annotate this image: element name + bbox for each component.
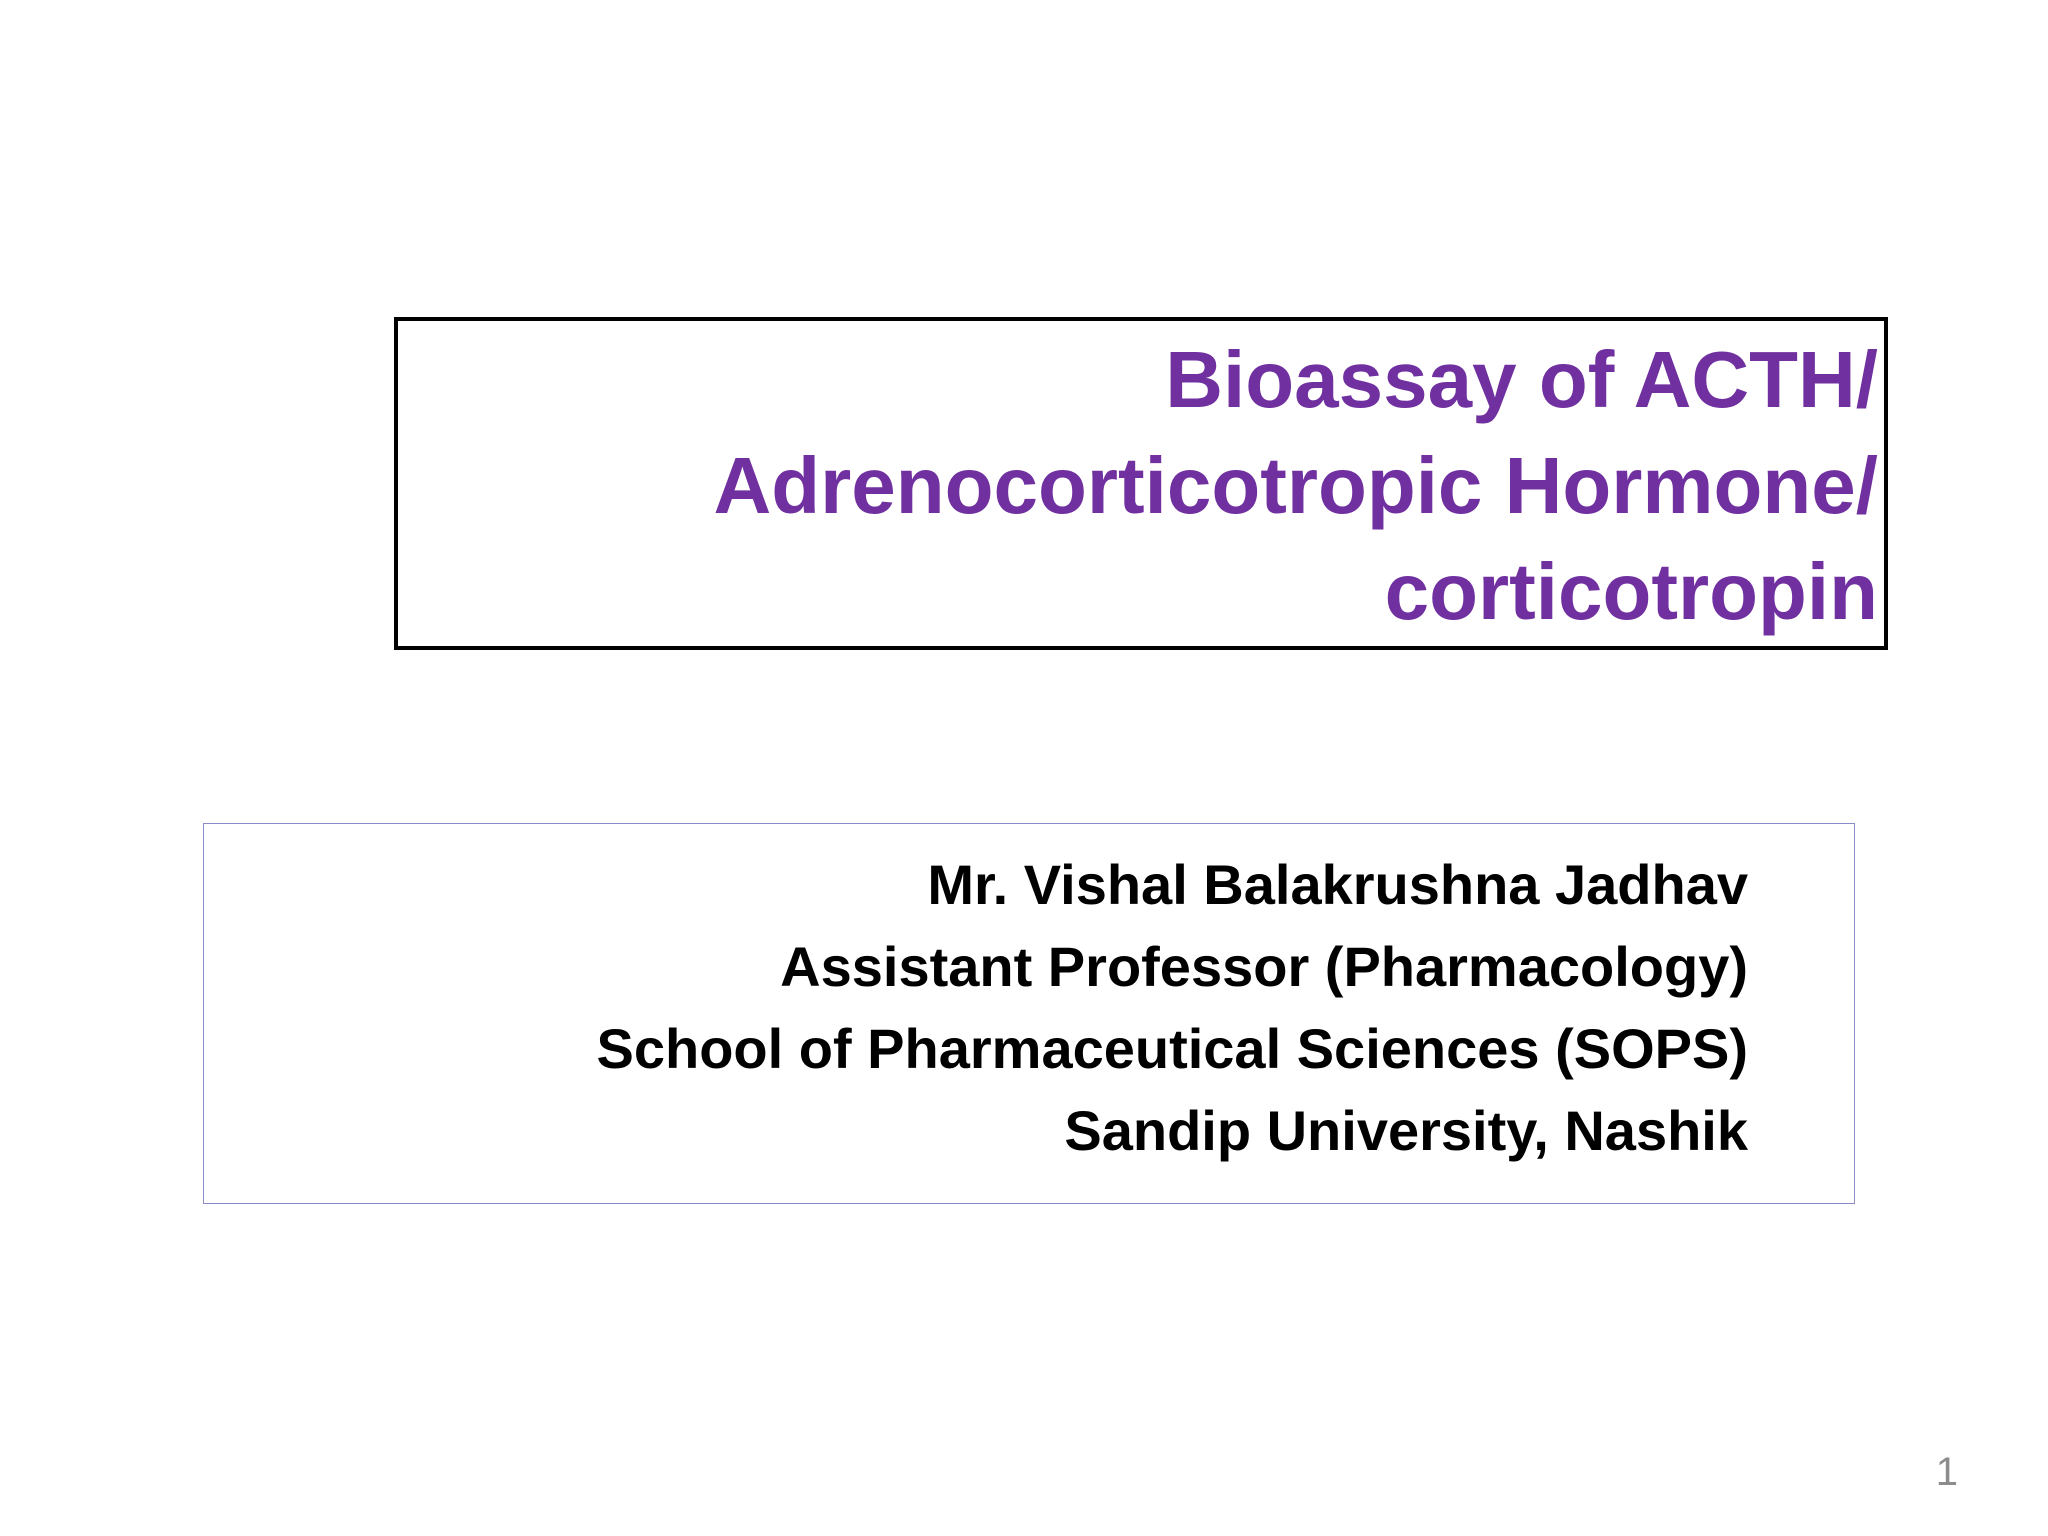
author-designation: Assistant Professor (Pharmacology) [780, 935, 1748, 998]
author-info [597, 844, 1749, 1172]
title-line-1: Bioassay of ACTH/ [1165, 335, 1878, 424]
author-school: School of Pharmaceutical Sciences (SOPS) [596, 1017, 1748, 1080]
title-line-3: corticotropin [1384, 547, 1878, 636]
author-box [203, 823, 1855, 1204]
slide-title [713, 327, 1878, 645]
author-university: Sandip University, Nashik [1064, 1099, 1748, 1162]
title-line-2: Adrenocorticotropic Hormone/ [713, 441, 1878, 530]
title-box [394, 317, 1888, 650]
author-name: Mr. Vishal Balakrushna Jadhav [927, 853, 1748, 916]
page-number: 1 [1935, 1450, 1958, 1494]
